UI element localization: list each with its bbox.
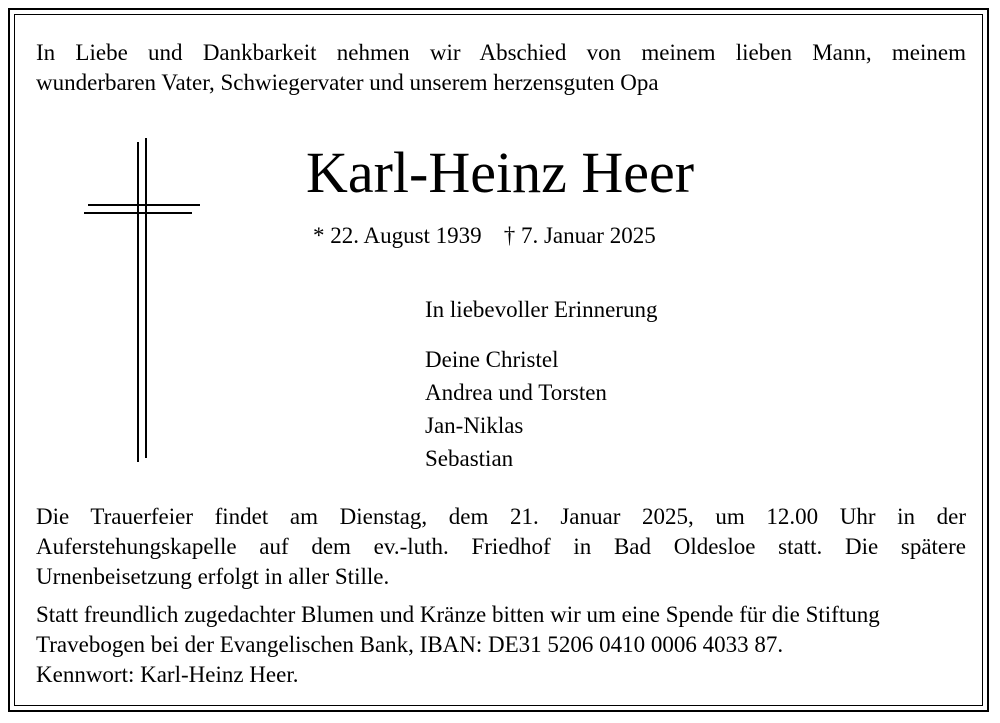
service-line: Urnenbeisetzung erfolgt in aller Stille. bbox=[36, 564, 390, 589]
service-text bbox=[36, 502, 966, 592]
family-member: Sebastian bbox=[425, 446, 514, 471]
donation-line: Statt freundlich zugedachter Blumen und Kränze bitten wir um eine Spende für die Stiftung bbox=[36, 602, 880, 627]
donation-line: Kennwort: Karl-Heinz Heer. bbox=[36, 662, 299, 687]
birth-date: * 22. August 1939 bbox=[313, 223, 482, 248]
family-member: Jan-Niklas bbox=[425, 413, 524, 438]
deceased-name: Karl-Heinz Heer bbox=[305, 140, 695, 205]
donation-text bbox=[36, 600, 966, 690]
intro-line: wunderbaren Vater, Schwiegervater und unserem herzensguten Opa bbox=[36, 70, 659, 95]
intro-line: In Liebe und Dankbarkeit nehmen wir Abschied von meinem lieben Mann, meinem bbox=[36, 40, 966, 65]
life-dates bbox=[313, 221, 656, 251]
family-member: Andrea und Torsten bbox=[425, 380, 607, 405]
family-member: Deine Christel bbox=[425, 347, 559, 372]
family-list bbox=[425, 343, 607, 475]
service-line: Die Trauerfeier findet am Dienstag, dem 21. Januar 2025, um 12.00 Uhr in der bbox=[36, 504, 966, 529]
service-line: Auferstehungskapelle auf dem ev.-luth. Friedhof in Bad Oldesloe statt. Die spätere bbox=[36, 534, 966, 559]
memory-line: In liebevoller Erinnerung bbox=[425, 297, 658, 322]
intro-text bbox=[36, 38, 966, 98]
donation-line: Travebogen bei der Evangelischen Bank, IBAN: DE31 5206 0410 0006 4033 87. bbox=[36, 632, 784, 657]
death-date: † 7. Januar 2025 bbox=[503, 223, 656, 248]
